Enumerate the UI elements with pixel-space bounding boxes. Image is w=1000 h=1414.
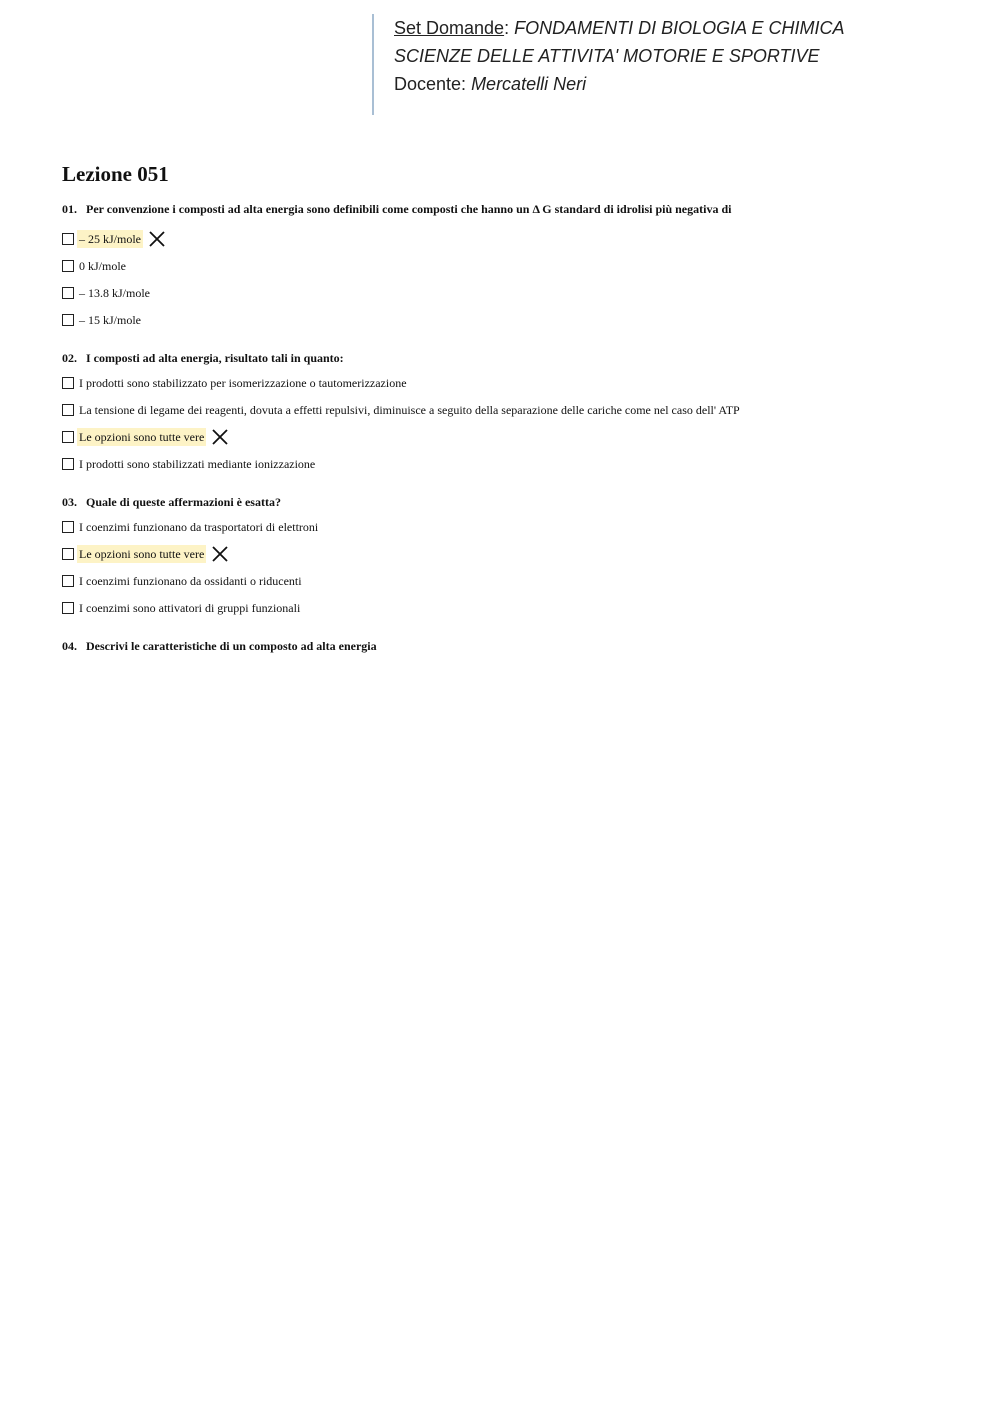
question-text <box>62 491 962 513</box>
docente-label: Docente: <box>394 74 467 94</box>
checkbox[interactable] <box>62 287 74 299</box>
option-label: I coenzimi funzionano da trasportatori di elettroni <box>79 519 319 534</box>
question-prompt: I composti ad alta energia, risultato tali in quanto: <box>86 351 344 365</box>
close-icon <box>210 427 230 447</box>
degree-name: SCIENZE DELLE ATTIVITA' MOTORIE E SPORTIVE <box>394 46 820 66</box>
course-line <box>394 14 952 42</box>
docente-name: Mercatelli Neri <box>471 74 587 94</box>
question-text <box>62 198 962 220</box>
question-03 <box>62 491 962 621</box>
close-icon <box>147 229 167 249</box>
docente-line <box>394 70 952 98</box>
option-label: – 25 kJ/mole <box>79 231 141 246</box>
question-text <box>62 347 962 369</box>
option-label: – 13.8 kJ/mole <box>79 285 150 300</box>
option[interactable] <box>62 279 962 306</box>
option[interactable] <box>62 369 962 396</box>
option-label: I prodotti sono stabilizzato per isomerizzazione o tautomerizzazione <box>79 375 407 390</box>
option[interactable] <box>62 423 962 450</box>
question-text <box>62 635 962 657</box>
checkbox[interactable] <box>62 260 74 272</box>
set-label: Set Domande <box>394 18 505 38</box>
option-label: I coenzimi funzionano da ossidanti o riducenti <box>79 573 302 588</box>
degree-line <box>394 42 952 70</box>
question-number: 03. <box>62 495 77 509</box>
option[interactable] <box>62 306 962 333</box>
option[interactable] <box>62 252 962 279</box>
question-number: 04. <box>62 639 77 653</box>
checkbox[interactable] <box>62 431 74 443</box>
option[interactable] <box>62 540 962 567</box>
checkbox[interactable] <box>62 521 74 533</box>
checkbox[interactable] <box>62 548 74 560</box>
set-separator: : <box>504 18 510 38</box>
question-prompt: Quale di queste affermazioni è esatta? <box>86 495 281 509</box>
checkbox[interactable] <box>62 458 74 470</box>
question-prompt: Descrivi le caratteristiche di un composto ad alta energia <box>86 639 377 653</box>
question-number: 01. <box>62 202 77 216</box>
checkbox[interactable] <box>62 602 74 614</box>
option[interactable] <box>62 513 962 540</box>
checkbox[interactable] <box>62 233 74 245</box>
question-01 <box>62 198 962 333</box>
question-02 <box>62 347 962 477</box>
question-prompt: Per convenzione i composti ad alta energia sono definibili come composti che hanno un Δ G standard di idrolisi più negativa di <box>86 202 732 216</box>
option-label: – 15 kJ/mole <box>79 312 141 327</box>
option-label: Le opzioni sono tutte vere <box>79 429 205 444</box>
checkbox[interactable] <box>62 377 74 389</box>
option-label: 0 kJ/mole <box>79 258 126 273</box>
option-label: Le opzioni sono tutte vere <box>79 546 205 561</box>
option[interactable] <box>62 450 962 477</box>
lesson-title: Lezione 051 <box>62 162 169 186</box>
option[interactable] <box>62 225 962 252</box>
questionnaire <box>62 160 962 671</box>
option[interactable] <box>62 396 962 423</box>
question-04 <box>62 635 962 657</box>
checkbox[interactable] <box>62 404 74 416</box>
option-label: I prodotti sono stabilizzati mediante ionizzazione <box>79 456 316 471</box>
option[interactable] <box>62 594 962 621</box>
course-title: FONDAMENTI DI BIOLOGIA E CHIMICA <box>514 18 845 38</box>
document-header <box>372 14 952 115</box>
question-number: 02. <box>62 351 77 365</box>
option[interactable] <box>62 567 962 594</box>
checkbox[interactable] <box>62 575 74 587</box>
option-label: La tensione di legame dei reagenti, dovuta a effetti repulsivi, diminuisce a seguito della separazione delle cariche come nel caso dell' ATP <box>79 402 740 417</box>
checkbox[interactable] <box>62 314 74 326</box>
close-icon <box>210 544 230 564</box>
option-label: I coenzimi sono attivatori di gruppi funzionali <box>79 600 301 615</box>
